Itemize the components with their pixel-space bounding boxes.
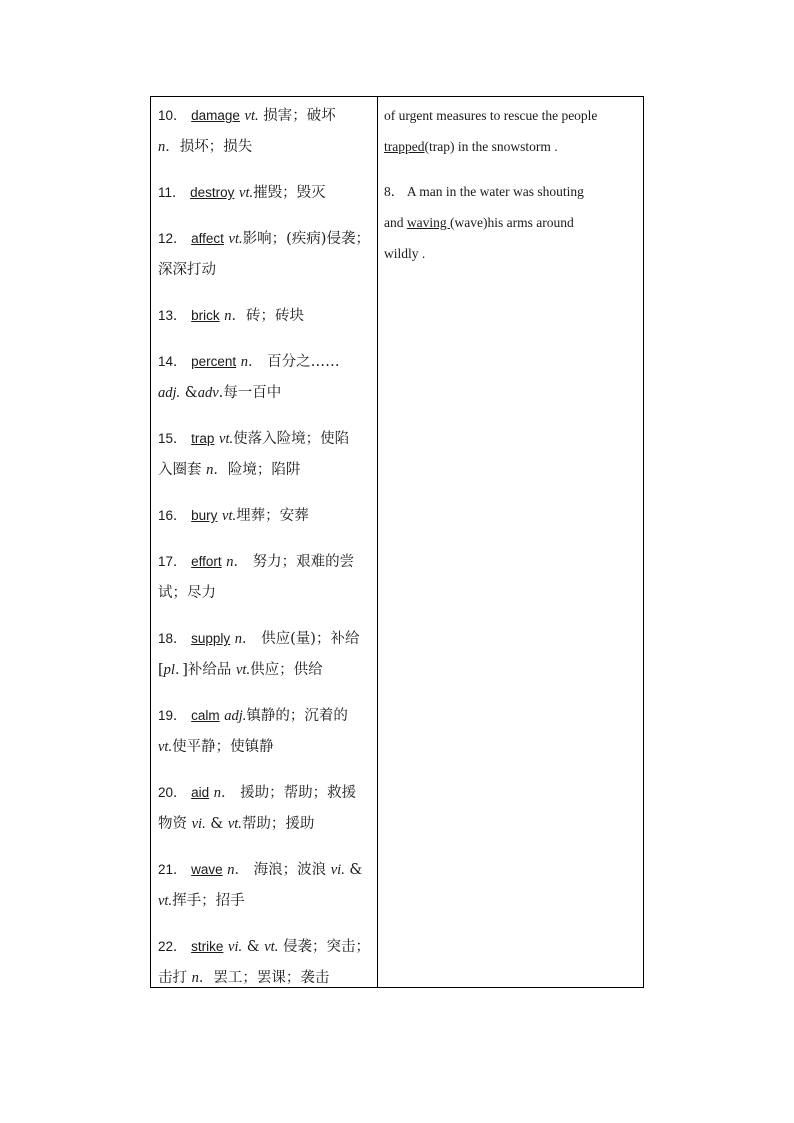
- vocab-entry: [158, 777, 372, 840]
- vocab-entry: [158, 854, 372, 917]
- vocab-word: percent: [191, 354, 237, 369]
- part-of-speech: vt.: [227, 816, 242, 832]
- definition-text: 深深打动: [158, 262, 216, 278]
- part-of-speech: n: [191, 970, 199, 986]
- definition-text: 镇静的；沉着的: [246, 708, 348, 724]
- definition-text: 侵袭；突击；: [278, 939, 370, 955]
- definition-text: ．砖；砖块: [231, 308, 305, 324]
- vocab-word: affect: [191, 231, 224, 246]
- exercise-text: wildly .: [384, 246, 426, 261]
- part-of-speech: adj.: [158, 385, 181, 401]
- vocabulary-table: [150, 96, 644, 988]
- part-of-speech: pl: [163, 662, 175, 678]
- definition-text: ． 援助；帮助；救援: [221, 785, 357, 801]
- answer-word: waving: [406, 215, 450, 230]
- vocab-word: calm: [191, 708, 220, 723]
- exercise-column: [384, 100, 636, 269]
- part-of-speech: vt.: [244, 108, 259, 124]
- definition-text: 使平静；使镇静: [172, 739, 274, 755]
- vocab-entry: [158, 177, 372, 209]
- exercise-item-8: [384, 176, 636, 269]
- entry-number: 21．: [158, 862, 187, 877]
- vocab-entry: [158, 346, 372, 409]
- vocab-word: supply: [191, 631, 231, 646]
- definition-text: 击打: [158, 970, 192, 986]
- entry-number: 17．: [158, 554, 187, 569]
- vocab-entry: [158, 546, 372, 609]
- vocab-word: trap: [191, 431, 215, 446]
- definition-text: .每一百中: [218, 385, 282, 401]
- definition-text: ．损坏；损失: [165, 139, 253, 155]
- definition-text: 摧毁；毁灭: [253, 185, 326, 201]
- entry-number: 11．: [158, 185, 186, 200]
- vocab-entry: [158, 223, 372, 286]
- part-of-speech: vt.: [235, 662, 251, 678]
- part-of-speech: adv: [197, 385, 219, 401]
- vocab-entry: [158, 100, 372, 163]
- answer-word: trapped: [384, 139, 425, 154]
- part-of-speech: vt.: [158, 893, 173, 909]
- vocab-entry: [158, 423, 372, 486]
- vocab-word: effort: [191, 554, 222, 569]
- definition-text: ．]补给品: [174, 662, 236, 678]
- exercise-paragraph: [384, 100, 636, 162]
- column-divider: [377, 97, 378, 987]
- part-of-speech: n: [234, 631, 243, 647]
- vocab-word: destroy: [190, 185, 235, 200]
- definition-text: [: [158, 662, 164, 678]
- definition-text: 供应；供给: [250, 662, 323, 678]
- exercise-text: of urgent measures to rescue the people: [384, 108, 598, 123]
- part-of-speech: n: [227, 862, 235, 878]
- vocab-entry: [158, 500, 372, 532]
- definition-text: 物资: [158, 816, 192, 832]
- vocab-entry: [158, 931, 372, 994]
- part-of-speech: vi.: [228, 939, 243, 955]
- vocab-entry: [158, 623, 372, 686]
- vocab-word: damage: [191, 108, 240, 123]
- part-of-speech: vt.: [264, 939, 279, 955]
- part-of-speech: vt.: [239, 185, 254, 201]
- vocab-word: bury: [191, 508, 218, 523]
- part-of-speech: adj.: [224, 708, 247, 724]
- entry-number: 18．: [158, 631, 187, 646]
- definition-text: ．险境；陷阱: [213, 462, 301, 478]
- part-of-speech: n: [206, 462, 214, 478]
- entry-number: 10．: [158, 108, 187, 123]
- part-of-speech: vt.: [219, 431, 234, 447]
- part-of-speech: n: [224, 308, 232, 324]
- definition-text: 使落入险境；使陷: [233, 431, 350, 447]
- definition-text: 挥手；招手: [172, 893, 245, 909]
- vocab-entry: [158, 300, 372, 332]
- definition-text: 帮助；援助: [241, 816, 315, 832]
- entry-number: 16．: [158, 508, 187, 523]
- part-of-speech: n: [226, 554, 234, 570]
- definition-text: 损害；破坏: [258, 108, 336, 124]
- vocab-word: strike: [191, 939, 224, 954]
- definition-text: ． 百分之……: [248, 354, 340, 370]
- part-of-speech: vt.: [228, 231, 243, 247]
- vocabulary-column: [158, 100, 372, 1008]
- definition-text: &: [205, 816, 228, 832]
- exercise-text: and: [384, 215, 407, 230]
- definition-text: 影响；(疾病)侵袭；: [242, 231, 370, 247]
- part-of-speech: n: [240, 354, 249, 370]
- vocab-word: aid: [191, 785, 210, 800]
- part-of-speech: vi.: [330, 862, 345, 878]
- definition-text: &: [242, 939, 265, 955]
- vocab-entry: [158, 700, 372, 763]
- vocab-word: wave: [191, 862, 223, 877]
- entry-number: 15．: [158, 431, 187, 446]
- exercise-text: (trap) in the snowstorm .: [424, 139, 558, 154]
- entry-number: 19．: [158, 708, 187, 723]
- part-of-speech: n: [158, 139, 166, 155]
- definition-text: ． 海浪；波浪: [234, 862, 331, 878]
- exercise-text: (wave)his arms around: [450, 215, 574, 230]
- vocab-word: brick: [191, 308, 220, 323]
- part-of-speech: vi.: [191, 816, 206, 832]
- entry-number: 13．: [158, 308, 187, 323]
- exercise-text: 8． A man in the water was shouting: [384, 184, 584, 199]
- definition-text: &: [344, 862, 363, 878]
- definition-text: ．罢工；罢课；袭击: [198, 970, 330, 986]
- part-of-speech: vt.: [158, 739, 173, 755]
- part-of-speech: vt.: [222, 508, 237, 524]
- entry-number: 22．: [158, 939, 187, 954]
- part-of-speech: n: [213, 785, 222, 801]
- definition-text: 试；尽力: [158, 585, 216, 601]
- entry-number: 12．: [158, 231, 187, 246]
- entry-number: 14．: [158, 354, 187, 369]
- definition-text: ． 供应(量)；补给: [242, 631, 360, 647]
- definition-text: ． 努力；艰难的尝: [233, 554, 355, 570]
- entry-number: 20．: [158, 785, 187, 800]
- definition-text: &: [180, 385, 198, 401]
- definition-text: 入圈套: [158, 462, 207, 478]
- definition-text: 埋葬；安葬: [236, 508, 309, 524]
